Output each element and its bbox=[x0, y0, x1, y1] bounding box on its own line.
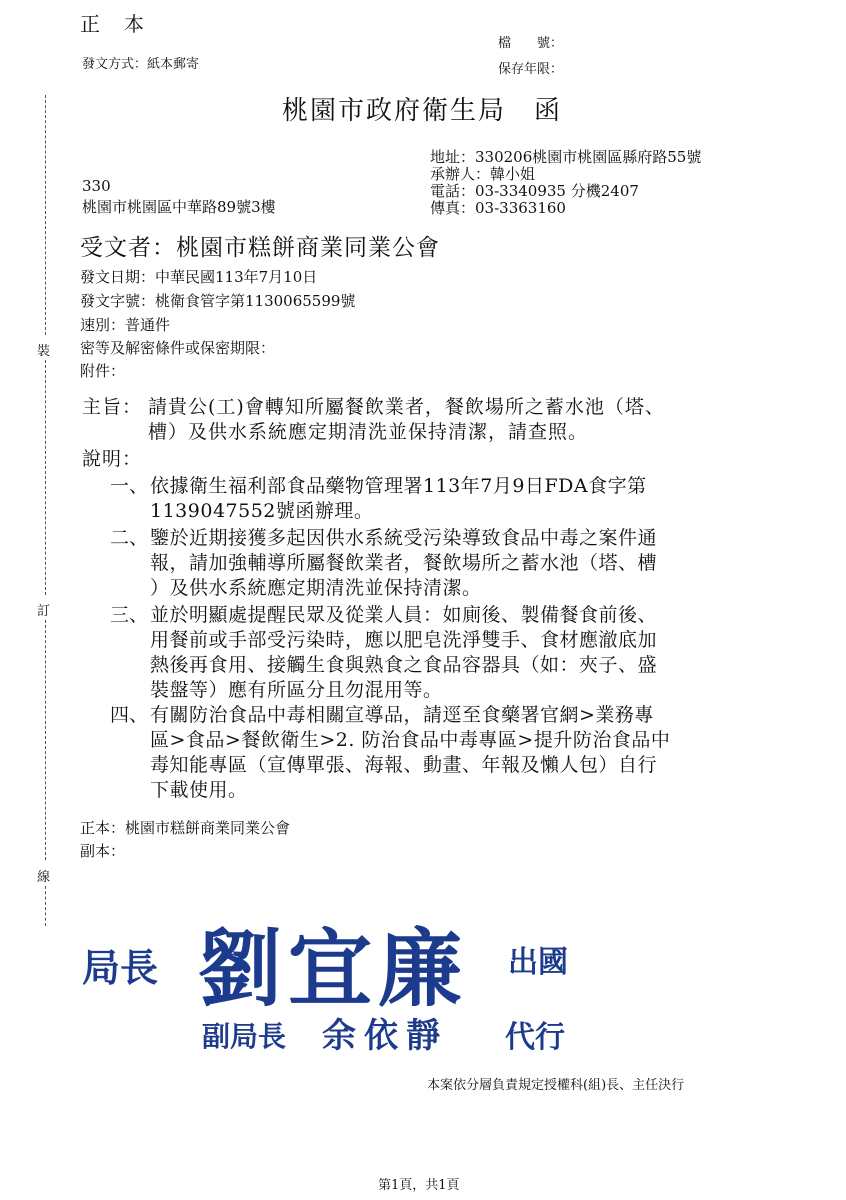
item-line: 裝盤等）應有所區分且勿混用等。 bbox=[150, 679, 443, 701]
item-line: 毒知能專區（宣傳單張、海報、動畫、年報及懶人包）自行 bbox=[150, 754, 658, 776]
binding-line-mid bbox=[45, 360, 46, 595]
item-line: 下載使用。 bbox=[150, 779, 248, 801]
copy-type: 正 本 bbox=[80, 12, 146, 36]
binding-line-end bbox=[45, 886, 46, 926]
file-number-label: 檔 號： bbox=[498, 36, 564, 51]
recipient: 受文者：桃園市糕餅商業同業公會 bbox=[80, 235, 440, 261]
item-line: 1139047552號函辦理。 bbox=[150, 500, 374, 522]
subject-label: 主旨： bbox=[82, 396, 143, 418]
distribution-copy: 副本： bbox=[80, 842, 126, 860]
item-line: 報，請加強輔導所屬餐飲業者，餐飲場所之蓄水池（塔、槽 bbox=[150, 552, 658, 574]
seal-status: 出國 bbox=[508, 945, 568, 980]
sender-phone: 電話：03-3340935 分機2407 bbox=[430, 182, 639, 200]
binding-line-top bbox=[45, 95, 46, 335]
retention-label: 保存年限： bbox=[498, 62, 564, 77]
seal-deputy-name: 余依靜 bbox=[322, 1016, 448, 1056]
seal-deputy-title: 副局長 bbox=[202, 1020, 287, 1053]
binding-mark-ding: 訂 bbox=[37, 600, 50, 619]
sender-fax: 傳真：03-3363160 bbox=[430, 199, 566, 217]
subject-line-1: 請貴公(工)會轉知所屬餐飲業者，餐飲場所之蓄水池（塔、 bbox=[148, 396, 665, 418]
subject-line-2: 槽）及供水系統應定期清洗並保持清潔，請查照。 bbox=[148, 421, 589, 443]
delegation-note: 本案依分層負責規定授權科(組)長、主任決行 bbox=[427, 1078, 685, 1093]
distribution-original: 正本：桃園市糕餅商業同業公會 bbox=[80, 819, 291, 837]
document-number: 發文字號：桃衛食管字第1130065599號 bbox=[80, 292, 356, 310]
attachment: 附件： bbox=[80, 362, 126, 380]
page-footer: 第1頁，共1頁 bbox=[378, 1178, 460, 1193]
item-line: 並於明顯處提醒民眾及從業人員：如廁後、製備餐食前後、 bbox=[150, 604, 658, 626]
sender-address: 地址：330206桃園市桃園區縣府路55號 bbox=[430, 148, 702, 166]
item-number: 一、 bbox=[110, 475, 149, 497]
item-line: ）及供水系統應定期清洗並保持清潔。 bbox=[150, 577, 482, 599]
document-title: 桃園市政府衛生局 函 bbox=[282, 96, 563, 126]
explanation-label: 說明： bbox=[82, 448, 143, 470]
recipient-street: 桃園市桃園區中華路89號3樓 bbox=[82, 198, 276, 216]
item-line: 有關防治食品中毒相關宣導品，請逕至食藥署官網>業務專 bbox=[150, 704, 654, 726]
send-method: 發文方式：紙本郵寄 bbox=[82, 57, 200, 72]
seal-acting: 代行 bbox=[505, 1020, 565, 1055]
item-number: 二、 bbox=[110, 527, 149, 549]
sender-handler: 承辦人：韓小姐 bbox=[430, 165, 536, 183]
item-number: 三、 bbox=[110, 604, 149, 626]
binding-line-low bbox=[45, 620, 46, 860]
binding-mark-xian: 線 bbox=[37, 866, 50, 885]
recipient-postcode: 330 bbox=[82, 177, 111, 195]
secrecy-level: 密等及解密條件或保密期限： bbox=[80, 339, 276, 357]
item-number: 四、 bbox=[110, 704, 149, 726]
issue-date: 發文日期：中華民國113年7月10日 bbox=[80, 268, 318, 286]
speed-class: 速別：普通件 bbox=[80, 316, 171, 334]
item-line: 區>食品>餐飲衛生>2. 防治食品中毒專區>提升防治食品中 bbox=[150, 729, 671, 751]
binding-mark-zhuang: 裝 bbox=[37, 340, 50, 359]
seal-title-left: 局長 bbox=[82, 946, 159, 990]
item-line: 依據衛生福利部食品藥物管理署113年7月9日FDA食字第 bbox=[150, 475, 647, 497]
item-line: 鑒於近期接獲多起因供水系統受污染導致食品中毒之案件通 bbox=[150, 527, 658, 549]
seal-director-name: 劉宜廉 bbox=[198, 919, 469, 1018]
item-line: 用餐前或手部受污染時，應以肥皂洗淨雙手、食材應澈底加 bbox=[150, 629, 658, 651]
item-line: 熱後再食用、接觸生食與熟食之食品容器具（如：夾子、盛 bbox=[150, 654, 658, 676]
